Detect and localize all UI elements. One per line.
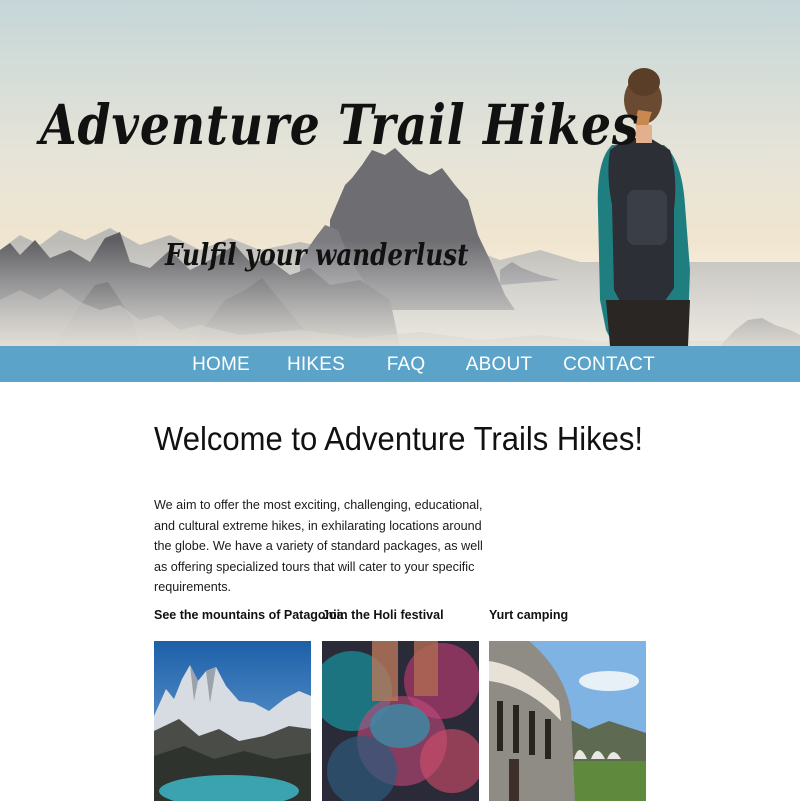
feature-card-patagonia — [154, 608, 344, 622]
intro-paragraph: We aim to offer the most exciting, challenging, educational, and cultural extreme hikes, in exhilarating locations around the globe. We have a variety of standard packages, as well as offering specialized tours that will cater to your specific requirements. — [154, 498, 483, 594]
nav-hikes-link[interactable]: HIKES — [286, 354, 346, 375]
nav-contact-link[interactable]: CONTACT — [563, 354, 655, 375]
site-title: Adventure Trail Hikes — [40, 92, 640, 157]
main-navigation — [0, 346, 800, 382]
nav-about-link[interactable]: ABOUT — [465, 354, 533, 375]
nav-home-link[interactable]: HOME — [192, 354, 250, 375]
card-title: See the mountains of Patagonia — [154, 608, 344, 622]
hero-banner — [0, 0, 800, 346]
feature-card-yurt — [489, 608, 646, 622]
hero-background-image — [0, 0, 800, 346]
card-title: Join the Holi festival — [322, 608, 444, 622]
holi-festival-image[interactable] — [322, 641, 479, 801]
nav-faq-link[interactable]: FAQ — [386, 354, 426, 375]
card-title: Yurt camping — [489, 608, 569, 622]
feature-card-holi — [322, 608, 479, 622]
page-heading: Welcome to Adventure Trails Hikes! — [154, 420, 644, 457]
site-tagline: Fulfil your wanderlust — [165, 238, 469, 273]
patagonia-mountains-image[interactable] — [154, 641, 311, 801]
yurt-camping-image[interactable] — [489, 641, 646, 801]
